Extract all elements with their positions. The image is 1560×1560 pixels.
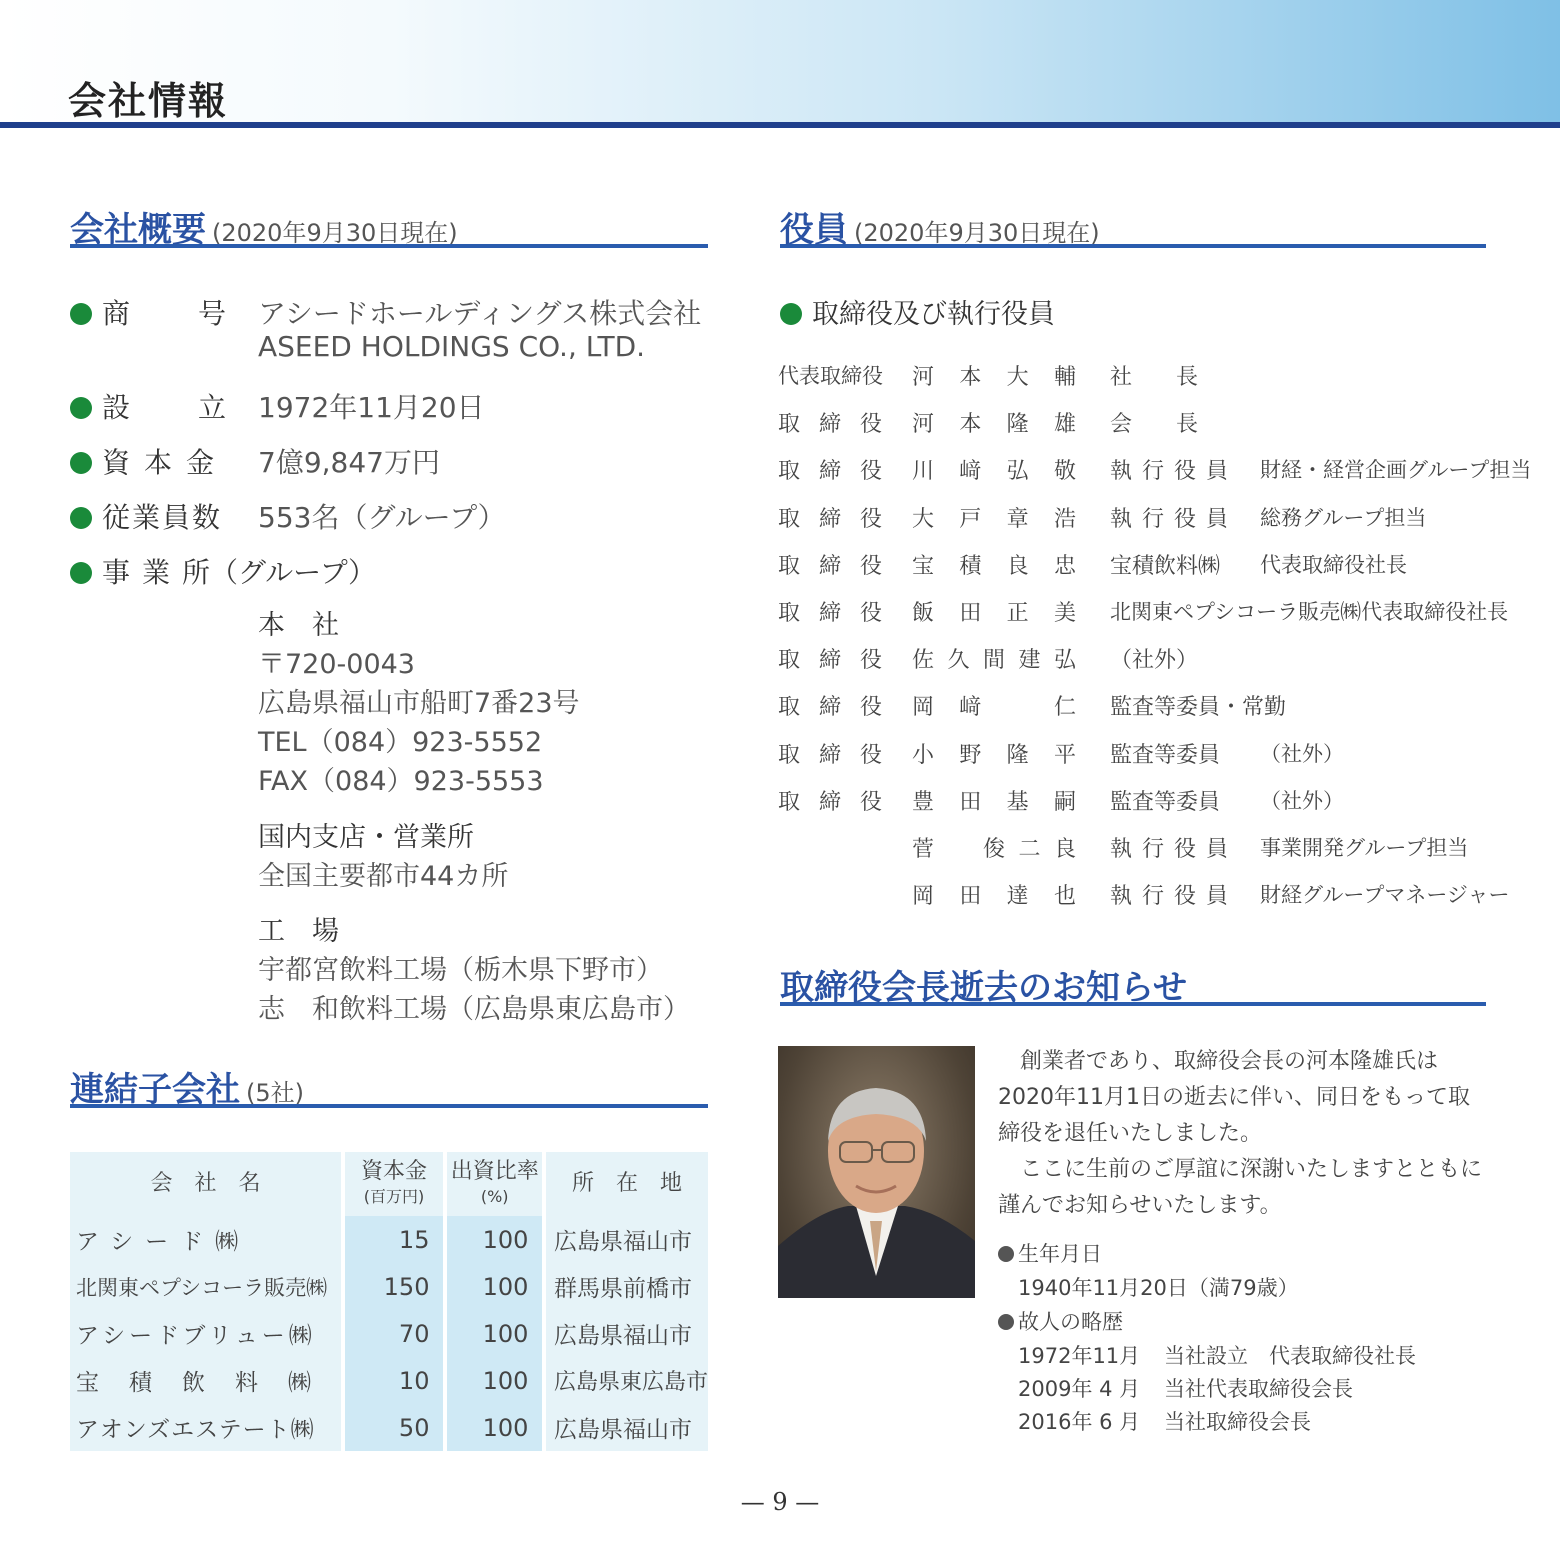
birth-label xyxy=(998,1238,1102,1268)
officer-name: 宝積良忠 xyxy=(912,553,1076,579)
history-event: 当社代表取締役会長 xyxy=(1164,1377,1353,1401)
notice-paragraph: 創業者であり、取締役会長の河本隆雄氏は2020年11月1日の逝去に伴い、同日をもって取締役を退任いたしました。 xyxy=(998,1049,1470,1146)
subsidiary-name: 北関東ペプシコーラ販売㈱ xyxy=(70,1263,341,1310)
officer-name: 大戸章浩 xyxy=(912,506,1076,532)
subsidiary-location: 広島県福山市 xyxy=(546,1310,708,1357)
officer-position: 取締役 xyxy=(778,553,882,579)
subsidiary-capital: 150 xyxy=(345,1263,444,1310)
officer-name: 川﨑弘敬 xyxy=(912,459,1076,485)
capital-value: 7億9,847万円 xyxy=(258,446,440,479)
overview-label: 設 立 xyxy=(102,391,231,424)
factory-item: 志 和飲料工場（広島県東広島市） xyxy=(258,994,690,1025)
officer-role: 執行役員 xyxy=(1110,459,1239,485)
company-name: アシードホールディングス株式会社 xyxy=(258,297,702,330)
col-location-header: 所 在 地 xyxy=(546,1152,708,1216)
offices-group-note: （グループ） xyxy=(210,556,377,589)
birth-value: 1940年11月20日（満79歳） xyxy=(1018,1276,1299,1300)
bullet-icon xyxy=(998,1246,1014,1262)
officer-name: 岡﨑 仁 xyxy=(912,695,1076,721)
history-date: 2016年 6 月 xyxy=(1018,1410,1141,1434)
col-ratio-header xyxy=(447,1152,542,1216)
officer-note: （社外） xyxy=(1260,788,1344,813)
officer-note: 総務グループ担当 xyxy=(1260,505,1427,530)
subsidiary-ratio: 100 xyxy=(447,1216,542,1263)
hq-fax: FAX（084）923-5553 xyxy=(258,766,544,797)
table-row xyxy=(70,1404,708,1451)
overview-heading xyxy=(70,202,708,248)
employees-value: 553名（グループ） xyxy=(258,501,506,534)
bullet-icon xyxy=(70,507,92,529)
history-date: 2009年 4 月 xyxy=(1018,1377,1141,1401)
history-label xyxy=(998,1306,1123,1336)
subsidiary-ratio: 100 xyxy=(447,1357,542,1404)
subsidiaries-heading xyxy=(70,1062,708,1108)
officer-role: 会 長 xyxy=(1110,412,1199,438)
officers-date: (2020年9月30日現在) xyxy=(854,219,1100,247)
col-name-header: 会 社 名 xyxy=(70,1152,341,1216)
ratio-header-label: 出資比率 xyxy=(450,1158,539,1184)
subsidiaries-table xyxy=(70,1152,708,1451)
officer-name: 豊田基嗣 xyxy=(912,789,1076,815)
officer-name: 小野隆平 xyxy=(912,742,1076,768)
officer-name: 岡田達也 xyxy=(912,884,1076,910)
hq-address: 広島県福山市船町7番23号 xyxy=(258,688,580,719)
overview-row-name xyxy=(70,292,702,363)
company-name-en: ASEED HOLDINGS CO., LTD. xyxy=(258,330,646,363)
table-header-row xyxy=(70,1152,708,1216)
capital-header-unit: (百万円) xyxy=(363,1186,425,1206)
subsidiaries-title: 連結子会社 xyxy=(70,1070,240,1110)
overview-row-capital xyxy=(70,441,440,481)
birth-label-text: 生年月日 xyxy=(1018,1242,1102,1266)
chairman-photo xyxy=(778,1046,975,1298)
hq-block xyxy=(258,606,580,801)
overview-row-founded xyxy=(70,386,485,426)
factories-block xyxy=(258,912,690,1029)
officer-position: 取締役 xyxy=(778,789,882,815)
officer-role: （社外） xyxy=(1110,648,1199,674)
subsidiary-ratio: 100 xyxy=(447,1263,542,1310)
ratio-header-unit: (%) xyxy=(480,1186,509,1206)
overview-row-employees xyxy=(70,496,506,536)
officer-role: 監査等委員 xyxy=(1110,742,1221,768)
officer-note: 財経グループマネージャー xyxy=(1260,883,1510,908)
subsidiary-capital: 15 xyxy=(345,1216,444,1263)
officer-name: 菅 俊二良 xyxy=(912,837,1076,862)
officer-role: 執行役員 xyxy=(1110,837,1239,862)
overview-label: 商 号 xyxy=(102,297,231,330)
officer-note: （社外） xyxy=(1260,741,1344,766)
history-label-text: 故人の略歴 xyxy=(1018,1310,1123,1334)
officer-name: 河本大輔 xyxy=(912,365,1076,390)
officers-title: 役員 xyxy=(780,210,848,250)
history-date: 1972年11月 xyxy=(1018,1344,1141,1368)
table-row xyxy=(70,1310,708,1357)
founded-value: 1972年11月20日 xyxy=(258,391,485,424)
capital-header-label: 資本金 xyxy=(360,1158,427,1184)
officer-position: 取締役 xyxy=(778,695,882,721)
subsidiary-name: アオンズエステート㈱ xyxy=(70,1404,341,1451)
subsidiary-location: 群馬県前橋市 xyxy=(546,1263,708,1310)
notice-body xyxy=(998,1044,1488,1224)
officer-note: 代表取締役社長 xyxy=(1260,552,1407,577)
factories-heading: 工 場 xyxy=(258,916,339,947)
officer-name: 河本隆雄 xyxy=(912,412,1076,438)
officer-role: 執行役員 xyxy=(1110,506,1239,532)
subsidiary-name: アシード㈱ xyxy=(70,1216,341,1263)
branches-heading: 国内支店・営業所 xyxy=(258,822,474,853)
bullet-icon xyxy=(780,303,802,325)
table-row xyxy=(70,1216,708,1263)
officer-role: 執行役員 xyxy=(1110,884,1239,910)
officer-role: 社 長 xyxy=(1110,365,1199,390)
officers-heading xyxy=(780,202,1486,248)
subsidiary-capital: 70 xyxy=(345,1310,444,1357)
overview-label: 資本金 xyxy=(102,446,229,479)
table-row xyxy=(70,1357,708,1404)
officer-name: 佐久間建弘 xyxy=(912,648,1076,674)
officer-position: 取締役 xyxy=(778,648,882,674)
overview-row-offices xyxy=(70,551,376,591)
bullet-icon xyxy=(70,397,92,419)
overview-label: 従業員数 xyxy=(102,501,223,534)
page-number: — 9 — xyxy=(740,1488,820,1516)
officer-name: 飯田正美 xyxy=(912,601,1076,626)
subsidiary-ratio: 100 xyxy=(447,1404,542,1451)
notice-heading xyxy=(780,960,1486,1006)
officer-note: 財経・経営企画グループ担当 xyxy=(1260,458,1532,483)
table-row xyxy=(70,1263,708,1310)
officers-subheading xyxy=(780,292,1055,331)
factory-item: 宇都宮飲料工場（栃木県下野市） xyxy=(258,955,663,986)
officer-position: 代表取締役 xyxy=(778,364,883,388)
bullet-icon xyxy=(998,1314,1014,1330)
hq-zip: 〒720-0043 xyxy=(258,649,415,680)
overview-date: (2020年9月30日現在) xyxy=(212,219,458,247)
bullet-icon xyxy=(70,452,92,474)
portrait-image xyxy=(778,1046,975,1298)
officer-role: 宝積飲料㈱ xyxy=(1110,553,1221,579)
header-band xyxy=(0,0,1560,124)
subsidiary-ratio: 100 xyxy=(447,1310,542,1357)
officer-position: 取締役 xyxy=(778,459,882,485)
officer-position: 取締役 xyxy=(778,412,882,438)
officer-role: 北関東ペプシコーラ販売㈱代表取締役社長 xyxy=(1110,600,1509,624)
header-rule xyxy=(0,122,1560,128)
subsidiaries-count: (5社) xyxy=(246,1079,304,1107)
subsidiary-location: 広島県東広島市 xyxy=(546,1357,708,1404)
branches-block xyxy=(258,818,508,896)
officer-position: 取締役 xyxy=(778,506,882,532)
bullet-icon xyxy=(70,562,92,584)
officer-role: 監査等委員・常勤 xyxy=(1110,695,1287,721)
col-capital-header xyxy=(345,1152,444,1216)
officer-role: 監査等委員 xyxy=(1110,789,1221,815)
history-event: 当社取締役会長 xyxy=(1164,1410,1311,1434)
subsidiary-location: 広島県福山市 xyxy=(546,1216,708,1263)
hq-heading: 本 社 xyxy=(258,610,339,641)
notice-paragraph: ここに生前のご厚誼に深謝いたしますとともに謹んでお知らせいたします。 xyxy=(998,1157,1483,1218)
hq-tel: TEL（084）923-5552 xyxy=(258,727,543,758)
branches-value: 全国主要都市44カ所 xyxy=(258,861,509,892)
overview-title: 会社概要 xyxy=(70,210,206,250)
subsidiary-name: アシードブリュー㈱ xyxy=(70,1310,341,1357)
subsidiary-name: 宝積飲料㈱ xyxy=(70,1357,341,1404)
page-title: 会社情報 xyxy=(68,79,229,123)
bullet-icon xyxy=(70,303,92,325)
overview-label: 事業所 xyxy=(102,556,223,589)
subsidiary-capital: 50 xyxy=(345,1404,444,1451)
subsidiary-capital: 10 xyxy=(345,1357,444,1404)
history-event: 当社設立 代表取締役社長 xyxy=(1164,1344,1416,1368)
officer-note: 事業開発グループ担当 xyxy=(1260,836,1469,860)
subsidiary-location: 広島県福山市 xyxy=(546,1404,708,1451)
officer-position: 取締役 xyxy=(778,601,882,626)
officer-position: 取締役 xyxy=(778,742,882,768)
officers-subheading-text: 取締役及び執行役員 xyxy=(812,299,1055,330)
notice-title: 取締役会長逝去のお知らせ xyxy=(780,968,1187,1008)
